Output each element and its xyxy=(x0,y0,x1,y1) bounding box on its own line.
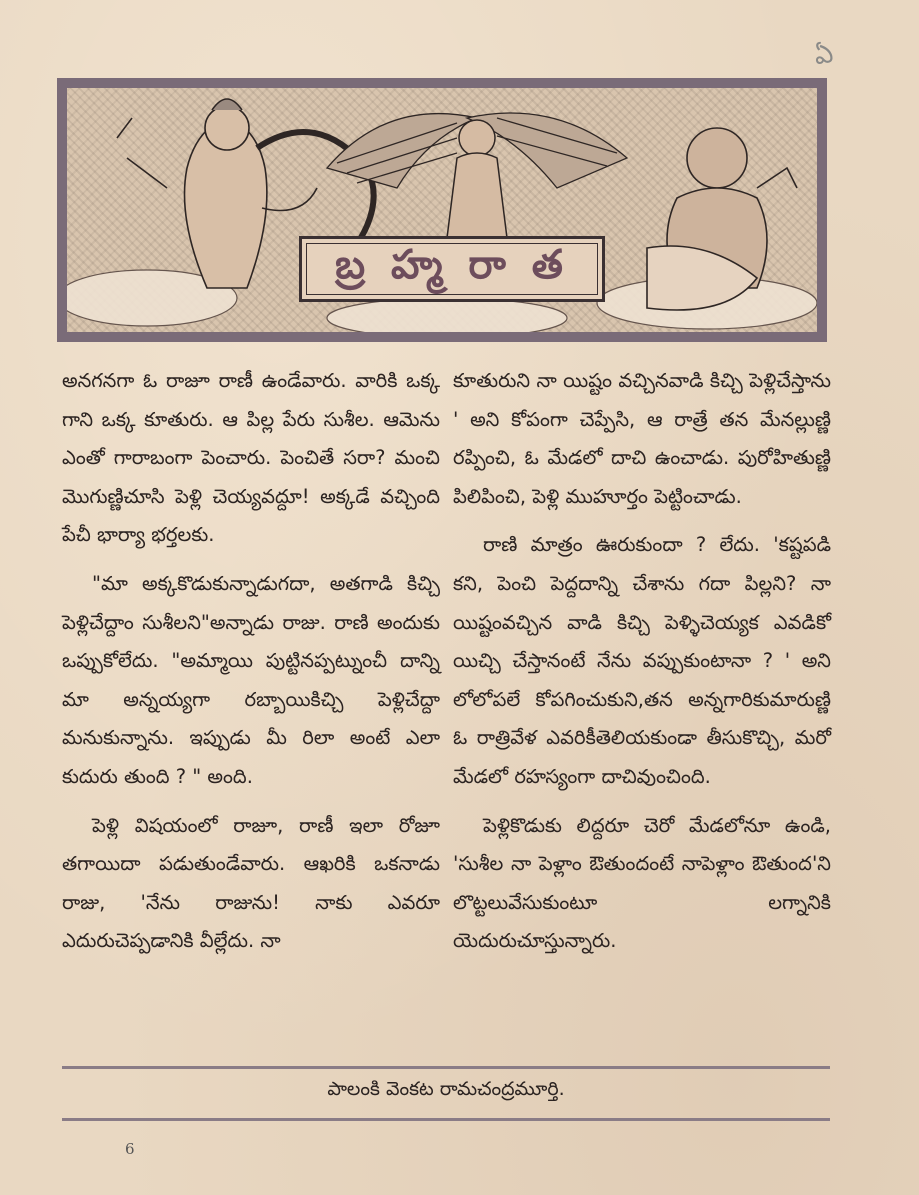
paragraph: "మా అక్కకొడుకున్నాడుగదా, అతగాడి కిచ్చి పెళ్లిచేద్దాం సుశీలని"అన్నాడు రాజు. రాణి అందుకు ఒప్పుకోలేదు. "అమ్మాయి పుట్టినప్పట్నుంచీ దాన్ని మా అన్నయ్యగా రబ్బాయికిచ్చి పెళ్లిచేద్దా మనుకున్నాను. ఇప్పుడు మీ రిలా అంటే ఎలా కుదురు తుంది ? " అంది. xyxy=(62,571,440,788)
paragraph: అనగనగా ఓ రాజూ రాణీ ఉండేవారు. వారికి ఒక్క గాని ఒక్క కూతురు. ఆ పిల్ల పేరు సుశీల. ఆమెను ఎంతో గారాబంగా పెంచారు. పెంచితే సరా? మంచి మొగుణ్ణిచూసి పెళ్లి చెయ్యవద్దూ! అక్కడే వచ్చింది పేచీ భార్యా భర్తలకు. xyxy=(62,369,440,547)
banner-illustration xyxy=(67,88,817,332)
footer-rule-bottom xyxy=(62,1118,830,1121)
paragraph: రాణి మాత్రం ఊరుకుందా ? లేదు. 'కష్టపడి కని, పెంచి పెద్దదాన్ని చేశాను గదా పిల్లని? నా యిష్టంవచ్చిన వాడి కిచ్చి పెళ్ళిచెయ్యక ఎవడికో యిచ్చి చేస్తానంటే నేను వప్పుకుంటానా ? ' అని లోలోపలే కోపగించుకుని,తన అన్నగారికుమారుణ్ణి ఓ రాత్రివేళ ఎవరికీతెలియకుండా తీసుకొచ్చి, మరో మేడలో రహస్యంగా దాచివుంచింది. xyxy=(453,533,831,788)
title-frame xyxy=(299,236,605,302)
right-column xyxy=(453,362,831,971)
paragraph: పెళ్లి విషయంలో రాజూ, రాణీ ఇలా రోజూ తగాయిదా పడుతుండేవారు. ఆఖరికి ఒకనాడు రాజు, 'నేను రాజును! నాకు ఎవరూ ఎదురుచెప్పడానికి వీల్లేదు. నా xyxy=(62,813,440,953)
page-corner-mark: ఏ xyxy=(812,38,836,72)
paragraph: కూతురుని నా యిష్టం వచ్చినవాడి కిచ్చి పెళ్లిచేస్తాను ' అని కోపంగా చెప్పేసి, ఆ రాత్రే తన మేనల్లుణ్ణి రప్పించి, ఓ మేడలో దాచి ఉంచాడు. పురోహితుణ్ణి పిలిపించి, పెళ్లి ముహూర్తం పెట్టించాడు. xyxy=(453,369,831,508)
left-column xyxy=(62,362,440,971)
author-credit: పాలంకి వెంకట రామచంద్రమూర్తి. xyxy=(327,1078,565,1100)
paragraph: పెళ్లికొడుకు లిద్దరూ చెరో మేడలోనూ ఉండి, 'సుశీల నా పెళ్లాం ఔతుందంటే నాపెళ్లాం ఔతుంద'ని లొట్టలువేసుకుంటూ లగ్నానికి యెదురుచూస్తున్నారు. xyxy=(453,813,831,953)
story-title: బ్ర హ్మ రా త xyxy=(335,240,569,288)
page-number: 6 xyxy=(125,1140,135,1158)
footer-rule-top xyxy=(62,1066,830,1069)
header-banner xyxy=(57,78,827,342)
